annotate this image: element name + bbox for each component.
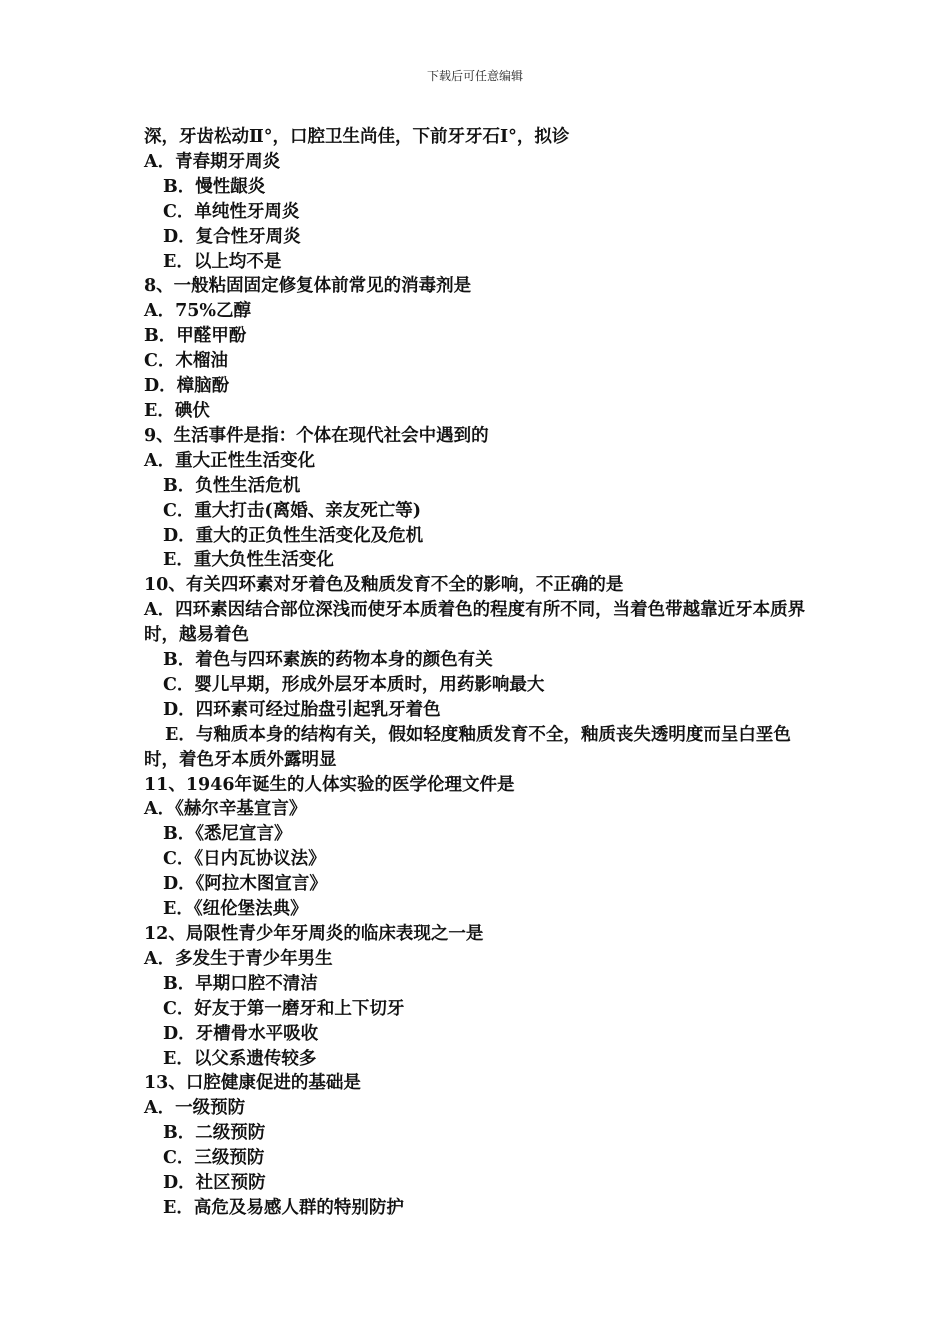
option-b: B．慢性龈炎 (163, 176, 266, 197)
option-d: D．《阿拉木图宣言》 (163, 874, 327, 895)
option-a: A．75%乙醇 (144, 301, 252, 322)
option-a: A．多发生于青少年男生 (144, 948, 333, 969)
question-stem: 8、一般粘固固定修复体前常见的消毒剂是 (144, 276, 472, 297)
page-header: 下载后可任意编辑 (426, 69, 523, 83)
option-e: E．以上均不是 (163, 251, 282, 272)
question-stem: 12、局限性青少年牙周炎的临床表现之一是 (144, 924, 484, 944)
document-body (144, 125, 810, 1221)
option-e: E．重大负性生活变化 (163, 550, 334, 571)
option-b: B．甲醛甲酚 (144, 326, 247, 347)
option-a: A．重大正性生活变化 (144, 450, 316, 471)
option-e: E．高危及易感人群的特别防护 (163, 1197, 404, 1218)
option-e: E．碘伏 (144, 400, 210, 421)
option-d: D．樟脑酚 (144, 376, 230, 397)
question-stem: 11、1946年诞生的人体实验的医学伦理文件是 (144, 774, 515, 795)
option-c: C．好友于第一磨牙和上下切牙 (163, 998, 405, 1019)
question-stem: 10、有关四环素对牙着色及釉质发育不全的影响，不正确的是 (144, 575, 624, 596)
question-stem: 13、口腔健康促进的基础是 (144, 1073, 361, 1094)
option-d: D．重大的正负性生活变化及危机 (163, 525, 424, 546)
option-d: D．四环素可经过胎盘引起乳牙着色 (163, 699, 441, 720)
option-a: A．《赫尔辛基宣言》 (144, 799, 307, 820)
option-a: A．青春期牙周炎 (144, 151, 281, 172)
option-b: B．早期口腔不清洁 (163, 973, 318, 994)
option-b: B．负性生活危机 (163, 475, 301, 496)
question-stem: 9、生活事件是指：个体在现代社会中遇到的 (144, 425, 489, 446)
option-c: C．婴儿早期，形成外层牙本质时，用药影响最大 (163, 674, 545, 695)
option-c: C．木榴油 (144, 351, 228, 372)
option-a: A．四环素因结合部位深浅而使牙本质着色的程度有所不同，当着色带越靠近牙本质界时，越易着色 (144, 600, 806, 646)
option-e: E．《纽伦堡法典》 (163, 899, 308, 920)
option-d: D．牙槽骨水平吸收 (163, 1023, 319, 1044)
option-c: C．三级预防 (163, 1148, 265, 1169)
option-d: D．社区预防 (163, 1173, 266, 1194)
option-b: B．二级预防 (163, 1123, 266, 1144)
option-b: B．着色与四环素族的药物本身的颜色有关 (163, 650, 493, 671)
question-stem: 深，牙齿松动Ⅱ°，口腔卫生尚佳，下前牙牙石Ⅰ°，拟诊 (144, 127, 570, 147)
option-e: E．与釉质本身的结构有关，假如轻度釉质发育不全，釉质丧失透明度而呈白垩色时，着色牙本质外露明显 (144, 724, 791, 770)
option-e: E．以父系遗传较多 (163, 1048, 317, 1069)
option-a: A．一级预防 (144, 1098, 246, 1119)
option-c: C．重大打击(离婚、亲友死亡等) (163, 500, 421, 521)
option-d: D．复合性牙周炎 (163, 226, 301, 247)
option-c: C．单纯性牙周炎 (163, 201, 300, 222)
option-b: B．《悉尼宣言》 (163, 824, 292, 845)
option-c: C．《日内瓦协议法》 (163, 849, 326, 870)
